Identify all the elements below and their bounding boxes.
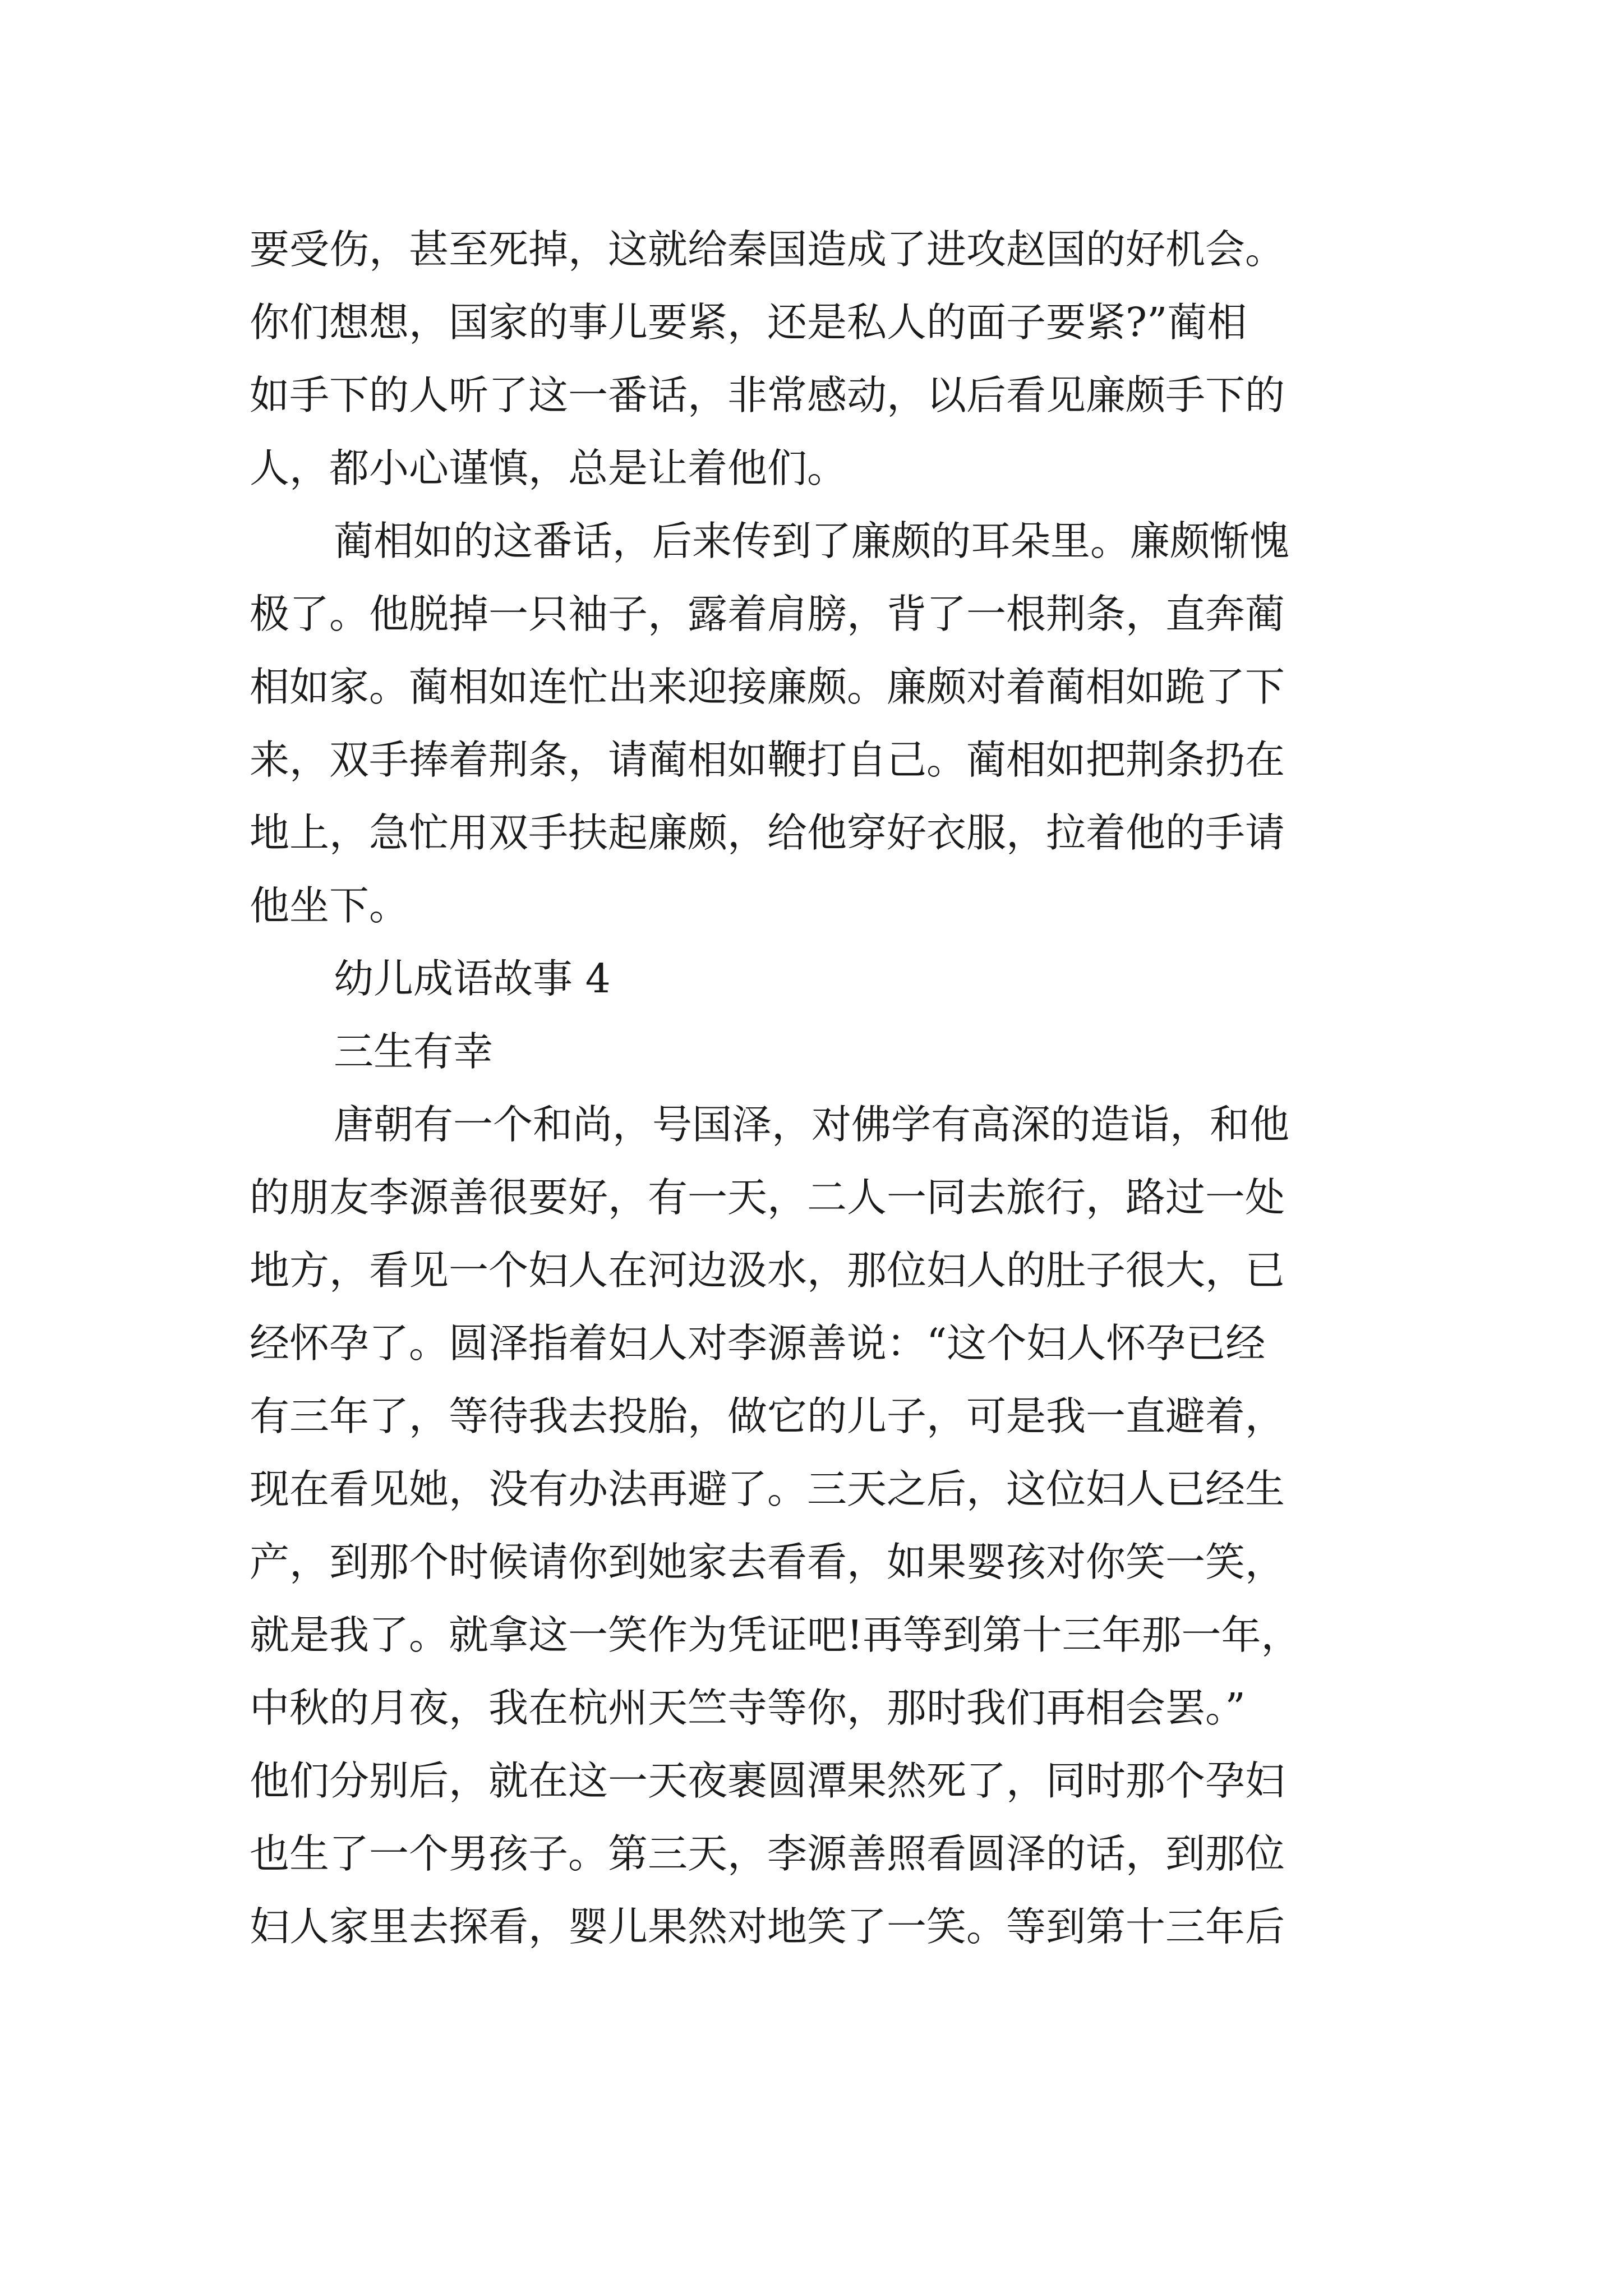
paragraph-first-line: 蔺相如的这番话，后来传到了廉颇的耳朵里。廉颇惭愧 [334,518,1290,564]
text-line: 相如家。蔺相如连忙出来迎接廉颇。廉颇对着蔺相如跪了下 [250,664,1285,710]
text-line: 有三年了，等待我去投胎，做它的儿子，可是我一直避着， [250,1393,1285,1439]
text-line: 经怀孕了。圆泽指着妇人对李源善说：“这个妇人怀孕已经 [250,1320,1266,1366]
text-line: 如手下的人听了这一番话，非常感动，以后看见廉颇手下的 [250,372,1285,418]
story-title: 三生有幸 [334,1028,494,1075]
text-line: 你们想想，国家的事儿要紧，还是私人的面子要紧?”蔺相 [250,299,1247,346]
text-line: 地方，看见一个妇人在河边汲水，那位妇人的肚子很大，已 [250,1247,1285,1294]
text-line: 妇人家里去探看，婴儿果然对地笑了一笑。等到第十三年后 [250,1903,1285,1950]
text-line: 也生了一个男孩子。第三天，李源善照看圆泽的话，到那位 [250,1830,1285,1877]
text-line: 中秋的月夜，我在杭州天竺寺等你，那时我们再相会罢。” [250,1685,1246,1731]
text-line: 极了。他脱掉一只袖子，露着肩膀，背了一根荆条，直奔蔺 [250,591,1285,637]
paragraph-first-line: 唐朝有一个和尚，号国泽，对佛学有高深的造诣，和他 [334,1101,1290,1148]
text-line: 现在看见她，没有办法再避了。三天之后，这位妇人已经生 [250,1466,1285,1512]
text-line: 的朋友李源善很要好，有一天，二人一同去旅行，路过一处 [250,1174,1285,1221]
text-line: 来，双手捧着荆条，请蔺相如鞭打自己。蔺相如把荆条扔在 [250,737,1285,783]
text-line: 人，都小心谨慎，总是让着他们。 [250,445,847,491]
text-line: 他坐下。 [250,882,409,929]
text-line: 地上，急忙用双手扶起廉颇，给他穿好衣服，拉着他的手请 [250,809,1285,856]
text-line: 产，到那个时候请你到她家去看看，如果婴孩对你笑一笑， [250,1539,1285,1585]
text-line: 要受伤，甚至死掉，这就给秦国造成了进攻赵国的好机会。 [250,226,1285,273]
text-line: 他们分别后，就在这一天夜裹圆潭果然死了，同时那个孕妇 [250,1757,1285,1804]
text-line: 就是我了。就拿这一笑作为凭证吧!再等到第十三年那一年， [250,1612,1301,1658]
section-heading: 幼儿成语故事 4 [334,955,611,1002]
